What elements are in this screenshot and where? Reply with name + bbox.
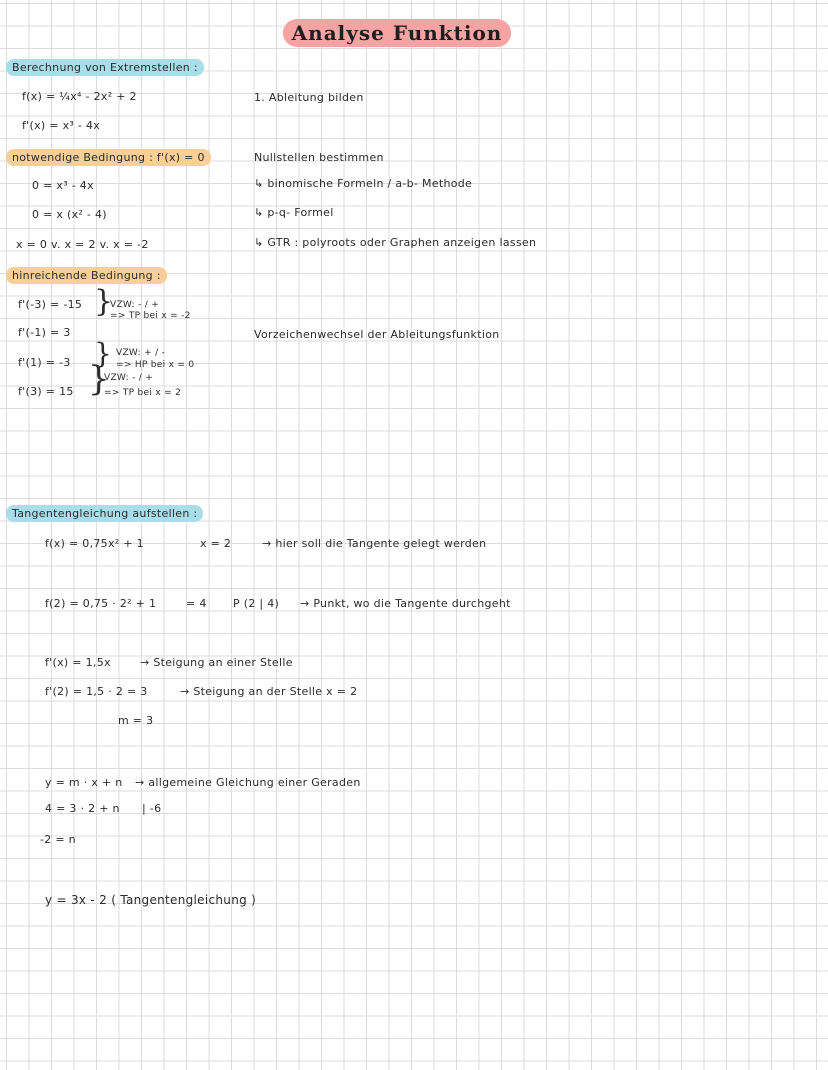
final-tangent-equation: y = 3x - 2 ( Tangentengleichung )	[45, 893, 257, 907]
note-ableitung: 1. Ableitung bilden	[254, 91, 364, 104]
tangent-function-definition: f(x) = 0,75x² + 1	[45, 537, 144, 550]
tangentengleichung-heading: Tangentengleichung aufstellen :	[6, 505, 203, 522]
brace-3: }	[88, 359, 110, 399]
note-general-equation: → allgemeine Gleichung einer Geraden	[135, 776, 361, 789]
first-derivative: f'(x) = x³ - 4x	[22, 119, 101, 132]
note-tangent-point: → Punkt, wo die Tangente durchgeht	[300, 597, 511, 610]
derivative-at-2: f'(2) = 1,5 · 2 = 3	[45, 685, 148, 698]
function-value-at-2: f(2) = 0,75 · 2² + 1	[45, 597, 157, 610]
notwendige-bedingung-heading: notwendige Bedingung : f'(x) = 0	[6, 149, 211, 166]
derivative-at-minus-3: f'(-3) = -15	[18, 298, 83, 311]
note-binomisch: ↳ binomische Formeln / a-b- Methode	[254, 177, 473, 190]
note-vorzeichenwechsel: Vorzeichenwechsel der Ableitungsfunktion	[254, 328, 500, 341]
note-steigung: → Steigung an einer Stelle	[140, 656, 293, 669]
function-value-result: = 4	[186, 597, 207, 610]
note-nullstellen: Nullstellen bestimmen	[254, 151, 384, 164]
substitution-note: | -6	[142, 802, 162, 815]
brace-1: }	[94, 284, 114, 319]
tangent-derivative: f'(x) = 1,5x	[45, 656, 111, 669]
equation-step-1: 0 = x³ - 4x	[32, 179, 94, 192]
derivative-at-1: f'(1) = -3	[18, 356, 71, 369]
brace-2: }	[94, 337, 112, 370]
hinreichende-bedingung-heading: hinreichende Bedingung :	[6, 267, 167, 284]
vzw-label-2: VZW: + / -	[116, 348, 166, 358]
function-definition: f(x) = ¼x⁴ - 2x² + 2	[22, 90, 137, 103]
tangent-point: P (2 | 4)	[233, 597, 280, 610]
vzw-label-3: VZW: - / +	[104, 373, 154, 383]
vzw-label-1: VZW: - / +	[110, 300, 160, 310]
substitution-step: 4 = 3 · 2 + n	[45, 802, 120, 815]
slope-value: m = 3	[118, 714, 154, 727]
note-gtr: ↳ GTR : polyroots oder Graphen anzeigen lassen	[254, 236, 537, 249]
derivative-at-minus-1: f'(-1) = 3	[18, 326, 71, 339]
note-steigung-stelle: → Steigung an der Stelle x = 2	[180, 685, 358, 698]
general-line-equation: y = m · x + n	[45, 776, 123, 789]
tp-result-2: => TP bei x = 2	[104, 388, 182, 398]
page-title: Analyse Funktion	[283, 19, 511, 47]
tangent-x-value: x = 2	[200, 537, 232, 550]
equation-step-2: 0 = x (x² - 4)	[32, 208, 107, 221]
extremstellen-heading: Berechnung von Extremstellen :	[6, 59, 204, 76]
note-pq-formel: ↳ p-q- Formel	[254, 206, 334, 219]
equation-solutions: x = 0 v. x = 2 v. x = -2	[16, 238, 149, 251]
tp-result-1: => TP bei x = -2	[110, 311, 191, 321]
note-tangent-location: → hier soll die Tangente gelegt werden	[262, 537, 487, 550]
intercept-value: -2 = n	[40, 833, 76, 846]
derivative-at-3: f'(3) = 15	[18, 385, 74, 398]
hp-result: => HP bei x = 0	[116, 360, 195, 370]
